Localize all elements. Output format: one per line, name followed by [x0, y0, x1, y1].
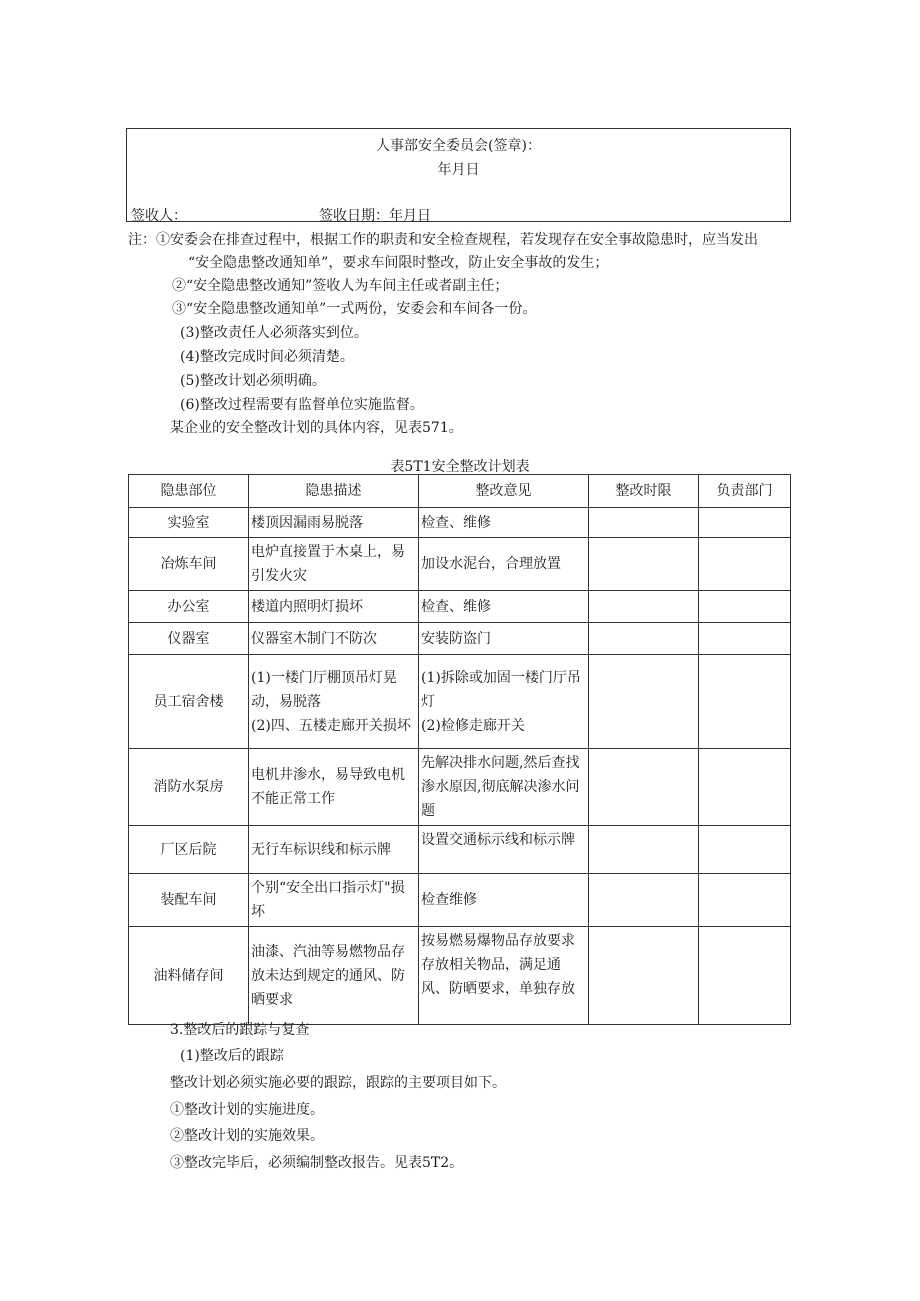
- note-line-3: ②“安全隐患整改通知”签收人为车间主任或者副主任；: [172, 278, 509, 294]
- cell-dept: [699, 826, 791, 874]
- note-line-8: (6)整改过程需要有监督单位实施监督。: [180, 397, 424, 413]
- cell-deadline: [589, 538, 699, 591]
- cell-advice: 检查维修: [419, 874, 589, 927]
- followup-item-3: ③整改完毕后，必须编制整改报告。见表5T2。: [170, 1155, 464, 1171]
- table-header-row: [129, 475, 791, 508]
- receiver-line: [131, 205, 323, 225]
- followup-intro: 整改计划必须实施必要的跟踪，跟踪的主要项目如下。: [170, 1075, 506, 1091]
- cell-advice-line: (2)检修走廊开关: [421, 717, 525, 734]
- safety-plan-table: [128, 474, 791, 1025]
- cell-desc: 电炉直接置于木桌上，易引发火灾: [249, 538, 419, 591]
- signature-box: [126, 128, 791, 222]
- header-advice: 整改意见: [419, 475, 589, 508]
- followup-item-2: ②整改计划的实施效果。: [170, 1128, 324, 1144]
- table-row: [129, 538, 791, 591]
- header-dept: 负责部门: [699, 475, 791, 508]
- cell-deadline: [589, 591, 699, 623]
- table-row: [129, 508, 791, 538]
- cell-deadline: [589, 874, 699, 927]
- note-line-6: (4)整改完成时间必须清楚。: [180, 349, 354, 365]
- table-row: [129, 749, 791, 826]
- committee-seal-line: 人事部安全委员会(签章)：: [376, 138, 541, 154]
- table-row: [129, 874, 791, 927]
- cell-dept: [699, 874, 791, 927]
- cell-advice: 检查、维修: [419, 508, 589, 538]
- note-line-7: (5)整改计划必须明确。: [180, 373, 326, 389]
- cell-desc: 个别“安全出口指示灯"损坏: [249, 874, 419, 927]
- note-line-2: “安全隐患整改通知单”，要求车间限时整改，防止安全事故的发生；: [188, 255, 609, 271]
- header-deadline: 整改时限: [589, 475, 699, 508]
- cell-desc: 油漆、汽油等易燃物品存放未达到规定的通风、防晒要求: [249, 927, 419, 1025]
- cell-desc: 楼顶因漏雨易脱落: [249, 508, 419, 538]
- subsection-heading: (1)整改后的跟踪: [180, 1048, 284, 1064]
- cell-place: 厂区后院: [129, 826, 249, 874]
- committee-date-line: 年月日: [437, 162, 480, 178]
- note-line-1: 注：①安委会在排查过程中，根据工作的职责和安全检查规程，若发现存在安全事故隐患时，应当发出: [128, 232, 758, 248]
- table-row: [129, 927, 791, 1025]
- cell-desc: [249, 655, 419, 749]
- cell-place: 实验室: [129, 508, 249, 538]
- receive-date-line: 签收日期：年月日: [319, 208, 431, 224]
- table-row: [129, 826, 791, 874]
- cell-deadline: [589, 749, 699, 826]
- cell-place: 办公室: [129, 591, 249, 623]
- cell-dept: [699, 655, 791, 749]
- cell-advice: 按易燃易爆物品存放要求存放相关物品，满足通风、防晒要求，单独存放: [419, 927, 589, 1025]
- cell-place: 仪器室: [129, 623, 249, 655]
- note-line-4: ③“安全隐患整改通知单”一式两份，安委会和车间各一份。: [172, 301, 537, 317]
- cell-advice: 设置交通标示线和标示牌: [419, 826, 589, 874]
- cell-dept: [699, 623, 791, 655]
- cell-dept: [699, 591, 791, 623]
- cell-advice-line: (1)拆除或加固一楼门厅吊灯: [421, 669, 581, 710]
- cell-place: 油料储存间: [129, 927, 249, 1025]
- section-heading: 3.整改后的跟踪与复查: [170, 1022, 310, 1038]
- table-caption: 表5T1安全整改计划表: [390, 459, 530, 475]
- cell-advice: 安装防盗门: [419, 623, 589, 655]
- cell-deadline: [589, 508, 699, 538]
- cell-place: 员工宿舍楼: [129, 655, 249, 749]
- note-line-9: 某企业的安全整改计划的具体内容，见表571。: [170, 420, 463, 436]
- cell-place: 冶炼车间: [129, 538, 249, 591]
- cell-advice: 先解决排水问题,然后查找渗水原因,彻底解决渗水问题: [419, 749, 589, 826]
- cell-dept: [699, 508, 791, 538]
- table-row: [129, 591, 791, 623]
- cell-desc: 仪器室木制门不防次: [249, 623, 419, 655]
- cell-desc-line: (1)一楼门厅棚顶吊灯晃动，易脱落: [251, 669, 397, 710]
- cell-deadline: [589, 826, 699, 874]
- table-row: [129, 655, 791, 749]
- cell-deadline: [589, 623, 699, 655]
- table-row: [129, 623, 791, 655]
- followup-item-1: ①整改计划的实施进度。: [170, 1102, 324, 1118]
- cell-desc: 电机井渗水，易导致电机不能正常工作: [249, 749, 419, 826]
- header-place: 隐患部位: [129, 475, 249, 508]
- cell-desc: 楼道内照明灯损坏: [249, 591, 419, 623]
- note-line-5: (3)整改责任人必须落实到位。: [180, 325, 368, 341]
- cell-advice: 检查、维修: [419, 591, 589, 623]
- cell-desc-line: (2)四、五楼走廊开关损坏: [251, 717, 411, 734]
- cell-dept: [699, 749, 791, 826]
- header-desc: 隐患描述: [249, 475, 419, 508]
- cell-dept: [699, 538, 791, 591]
- cell-deadline: [589, 655, 699, 749]
- cell-desc: 无行车标识线和标示牌: [249, 826, 419, 874]
- cell-dept: [699, 927, 791, 1025]
- cell-advice: 加设水泥台，合理放置: [419, 538, 589, 591]
- cell-place: 装配车间: [129, 874, 249, 927]
- cell-deadline: [589, 927, 699, 1025]
- receiver-label: 签收人：: [131, 208, 187, 224]
- cell-advice: [419, 655, 589, 749]
- receiver-blank: [187, 207, 323, 222]
- cell-place: 消防水泵房: [129, 749, 249, 826]
